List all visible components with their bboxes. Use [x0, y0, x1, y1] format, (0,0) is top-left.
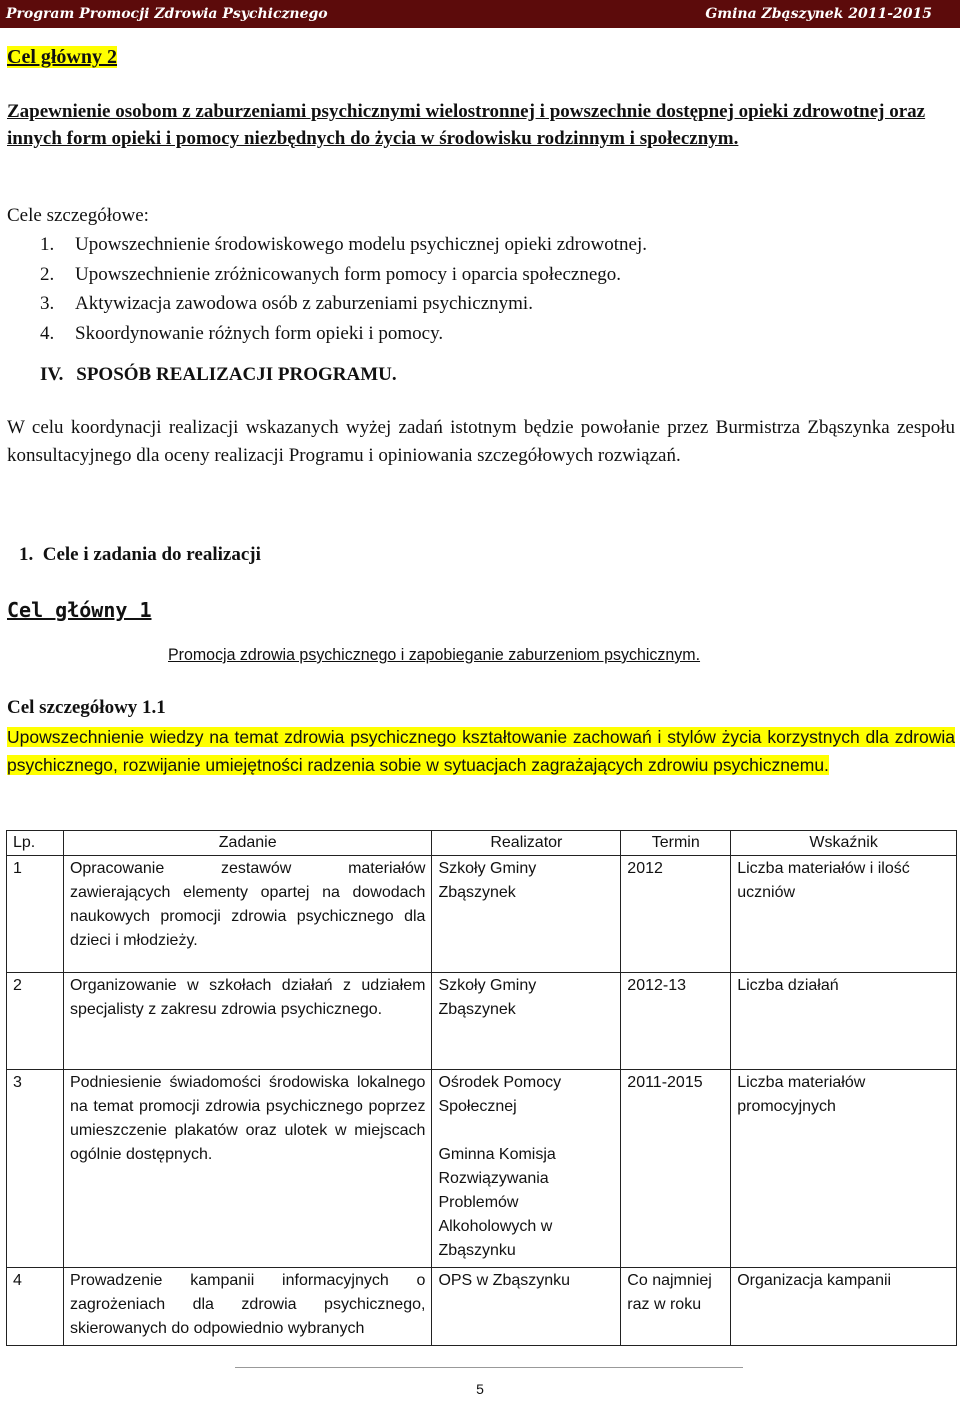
cell-realizer: Ośrodek Pomocy Społecznej Gminna Komisja Rozwiązywania Problemów Alkoholowych w Zbąszynku	[432, 1070, 621, 1268]
table-header-row	[7, 831, 957, 856]
goal-1-description: Promocja zdrowia psychicznego i zapobieganie zaburzeniom psychicznym.	[168, 645, 701, 664]
header-municipality: Gmina Zbąszynek 2011-2015	[705, 6, 932, 22]
cell-lp: 2	[7, 973, 64, 1070]
specific-goals-label: Cele szczegółowe:	[7, 205, 149, 226]
cell-task: Prowadzenie kampanii informacyjnych o zagrożeniach dla zdrowia psychicznego, skierowanych do odpowiednio wybranych	[63, 1268, 431, 1346]
cell-indicator: Organizacja kampanii	[731, 1268, 957, 1346]
section-iv-paragraph: W celu koordynacji realizacji wskazanych wyżej zadań istotnym będzie powołanie przez Burmistrza Zbąszynka zespołu konsultacyjnego dla oceny realizacji Programu i opiniowania szczegółowych rozwiązań.	[7, 417, 955, 466]
list-item: 1. Upowszechnienie środowiskowego modelu psychicznej opieki zdrowotnej.	[40, 234, 647, 255]
cell-task: Opracowanie zestawów materiałów zawierających elementy opartej na dowodach naukowych promocji zdrowia psychicznego dla dzieci i młodzieży.	[63, 856, 431, 973]
header-task: Zadanie	[63, 831, 431, 856]
list-item: 4. Skoordynowanie różnych form opieki i pomocy.	[40, 322, 444, 344]
header-indicator: Wskaźnik	[731, 831, 957, 856]
page-header	[0, 0, 960, 28]
specific-goals-list	[40, 230, 647, 348]
specific-goal-1-1-label: Cel szczegółowy 1.1	[7, 697, 166, 718]
cell-term: 2012-13	[621, 973, 731, 1070]
footer-divider	[235, 1367, 743, 1368]
header-program-title: Program Promocji Zdrowia Psychicznego	[6, 6, 328, 22]
cell-realizer: Szkoły Gminy Zbąszynek	[432, 973, 621, 1070]
table-row	[7, 973, 957, 1070]
table-row	[7, 1268, 957, 1346]
cell-term: 2012	[621, 856, 731, 973]
cell-lp: 3	[7, 1070, 64, 1268]
cell-lp: 4	[7, 1268, 64, 1346]
goal-2-description: Zapewnienie osobom z zaburzeniami psychicznymi wielostronnej i powszechnie dostępnej opieki zdrowotnej oraz innych form opieki i pomocy niezbędnych do życia w środowisku rodzinnym i społecznym.	[7, 101, 926, 149]
cell-term: 2011-2015	[621, 1070, 731, 1268]
cell-indicator: Liczba działań	[731, 973, 957, 1070]
list-item: 3. Aktywizacja zawodowa osób z zaburzeniami psychicznymi.	[40, 293, 533, 314]
cell-realizer: OPS w Zbąszynku	[432, 1268, 621, 1346]
cell-term: Co najmniej raz w roku	[621, 1268, 731, 1346]
subsection-heading: 1. Cele i zadania do realizacji	[19, 544, 261, 565]
goal-2-heading: Cel główny 2	[7, 46, 117, 68]
cell-indicator: Liczba materiałów i ilość uczniów	[731, 856, 957, 973]
goal-1-heading: Cel główny 1	[7, 598, 152, 622]
header-lp: Lp.	[7, 831, 64, 856]
header-term: Termin	[621, 831, 731, 856]
cell-indicator: Liczba materiałów promocyjnych	[731, 1070, 957, 1268]
specific-goal-1-1-description: Upowszechnienie wiedzy na temat zdrowia psychicznego kształtowanie zachowań i stylów życia korzystnych dla zdrowia psychicznego, rozwijanie umiejętności radzenia sobie w sytuacjach zagrażających zdrowiu psychicznemu.	[7, 727, 955, 775]
cell-task: Organizowanie w szkołach działań z udziałem specjalisty z zakresu zdrowia psychicznego.	[63, 973, 431, 1070]
page-number: 5	[476, 1381, 484, 1397]
table-row	[7, 856, 957, 973]
tasks-table	[6, 830, 957, 1346]
list-item: 2. Upowszechnienie zróżnicowanych form pomocy i oparcia społecznego.	[40, 263, 622, 285]
section-iv-heading: IV. SPOSÓB REALIZACJI PROGRAMU.	[40, 364, 397, 385]
table-row	[7, 1070, 957, 1268]
header-realizer: Realizator	[432, 831, 621, 856]
cell-lp: 1	[7, 856, 64, 973]
cell-task: Podniesienie świadomości środowiska lokalnego na temat promocji zdrowia psychicznego poprzez umieszczenie plakatów oraz ulotek w miejscach ogólnie dostępnych.	[63, 1070, 431, 1268]
cell-realizer: Szkoły Gminy Zbąszynek	[432, 856, 621, 973]
